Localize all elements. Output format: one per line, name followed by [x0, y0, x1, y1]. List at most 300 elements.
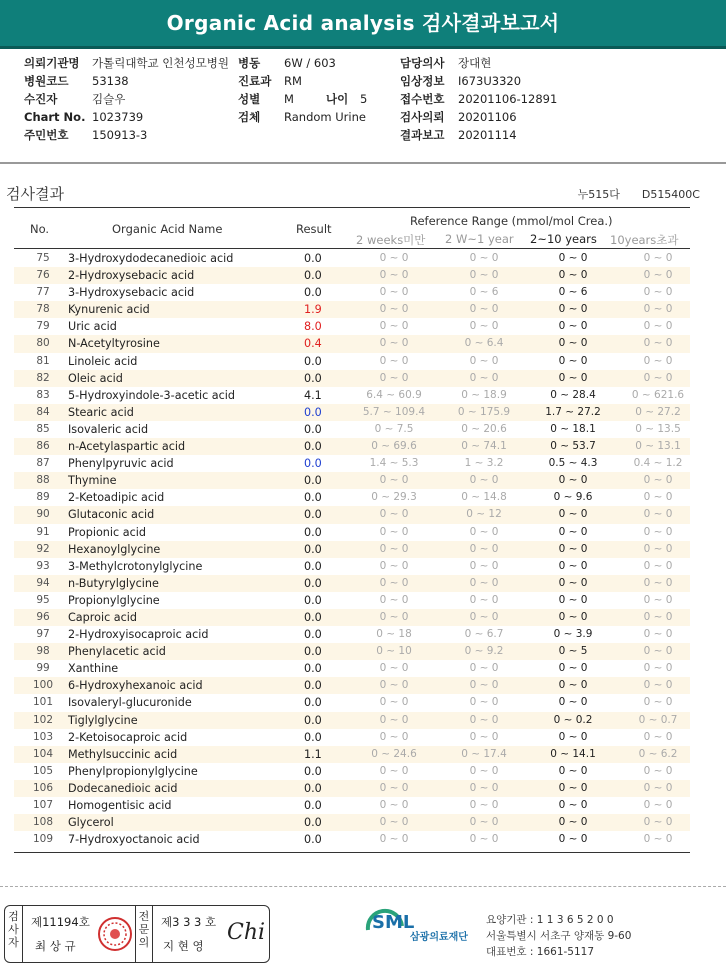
info-label: 접수번호 — [400, 92, 445, 106]
info-row — [238, 72, 367, 90]
info-right — [400, 54, 557, 144]
result-value: 0.0 — [304, 252, 322, 265]
ref-range-2w1y: 0 ~ 20.6 — [461, 422, 507, 435]
ref-range-2w: 0 ~ 0 — [379, 610, 409, 623]
ref-range-2w1y: 0 ~ 0 — [469, 781, 499, 794]
row-number: 82 — [36, 371, 50, 384]
acid-name: 3-Hydroxydodecanedioic acid — [68, 252, 234, 265]
table-row — [14, 558, 690, 575]
ref-range-10y-plus: 0 ~ 0 — [643, 781, 673, 794]
ref-range-10y-plus: 0 ~ 0 — [643, 696, 673, 709]
ref-sub-header: 2~10 years — [530, 232, 597, 246]
table-bottom-line — [14, 852, 690, 853]
ref-range-2w1y: 0 ~ 175.9 — [457, 405, 511, 418]
section-title: 검사결과 — [6, 185, 64, 203]
result-value: 8.0 — [304, 320, 322, 334]
table-row — [14, 609, 690, 626]
ref-range-2-10y: 0 ~ 0 — [558, 576, 588, 589]
ref-range-10y-plus: 0 ~ 0 — [643, 833, 673, 846]
ref-range-2w1y: 0 ~ 0 — [469, 610, 499, 623]
ref-range-2w1y: 0 ~ 0 — [469, 799, 499, 811]
ref-range-2-10y: 0 ~ 0 — [558, 730, 588, 743]
acid-name: Propionylglycine — [68, 593, 160, 607]
info-label: 진료과 — [238, 74, 272, 88]
ref-range-2-10y: 0 ~ 0 — [558, 833, 588, 846]
ref-range-2w: 6.4 ~ 60.9 — [366, 388, 422, 401]
row-number: 95 — [36, 593, 50, 606]
row-number: 75 — [36, 252, 50, 264]
ref-range-2-10y: 0 ~ 0 — [558, 252, 588, 264]
table-row — [14, 541, 690, 558]
info-row — [238, 108, 367, 126]
ref-range-2w1y: 0 ~ 0 — [469, 559, 499, 572]
info-mid — [238, 54, 367, 126]
acid-name: Glutaconic acid — [68, 508, 155, 522]
info-label: 병원코드 — [24, 74, 69, 88]
row-number: 101 — [32, 696, 54, 709]
table-row — [14, 301, 690, 318]
row-number: 85 — [36, 422, 50, 435]
result-value: 0.0 — [304, 764, 322, 778]
divider — [0, 162, 726, 164]
ref-range-10y-plus: 0 ~ 0 — [643, 679, 673, 692]
ref-range-2w1y: 0 ~ 0 — [469, 303, 499, 316]
specialist-name: 지 현 영 — [163, 939, 204, 953]
info-value: 20201106 — [458, 110, 517, 124]
ref-range-10y-plus: 0 ~ 0 — [643, 354, 673, 367]
ref-range-10y-plus: 0 ~ 0 — [643, 816, 673, 829]
ref-range-2w: 0 ~ 0 — [379, 764, 409, 777]
tester-name: 최 상 규 — [35, 939, 76, 953]
ref-range-2w1y: 0 ~ 17.4 — [461, 747, 507, 760]
info-value: M — [284, 92, 294, 106]
acid-name: 6-Hydroxyhexanoic acid — [68, 679, 203, 693]
ref-range-2w1y: 0 ~ 0 — [469, 662, 499, 675]
ref-range-2w1y: 0 ~ 0 — [469, 269, 499, 282]
row-number: 92 — [36, 542, 50, 555]
result-value: 0.0 — [304, 474, 322, 488]
ref-range-10y-plus: 0 ~ 0 — [643, 269, 673, 282]
result-value: 1.1 — [304, 747, 322, 761]
ref-range-10y-plus: 0 ~ 0 — [643, 371, 673, 384]
ref-range-10y-plus: 0 ~ 0 — [643, 628, 673, 641]
info-row — [400, 54, 557, 72]
info-label: 병동 — [238, 56, 261, 70]
ref-range-2-10y: 0 ~ 0 — [558, 662, 588, 675]
ref-range-10y-plus: 0.4 ~ 1.2 — [633, 457, 683, 470]
info-value: I673U3320 — [458, 74, 522, 88]
ref-range-2-10y: 0 ~ 0 — [558, 593, 588, 606]
result-value: 0.0 — [304, 457, 322, 471]
acid-name: 3-Methylcrotonylglycine — [68, 559, 203, 573]
acid-name: n-Acetylaspartic acid — [68, 440, 186, 454]
ref-range-2-10y: 0 ~ 0 — [558, 525, 588, 538]
acid-name: Dodecanedioic acid — [68, 781, 178, 795]
ref-range-2-10y: 0 ~ 0.2 — [553, 713, 593, 726]
info-label: 성별 — [238, 92, 261, 106]
result-value: 0.0 — [304, 713, 322, 727]
signature-box — [4, 905, 270, 963]
row-number: 94 — [36, 576, 50, 589]
info-value: 150913-3 — [92, 128, 148, 142]
table-row — [14, 421, 690, 438]
ref-range-2-10y: 0 ~ 3.9 — [553, 628, 593, 641]
ref-range-10y-plus: 0 ~ 0 — [643, 610, 673, 623]
ref-range-10y-plus: 0 ~ 0 — [643, 303, 673, 316]
ref-range-2w: 0 ~ 0 — [379, 269, 409, 282]
ref-range-10y-plus: 0 ~ 0 — [643, 542, 673, 555]
ref-range-2-10y: 0 ~ 6 — [558, 286, 588, 299]
tester-label: 검사자 — [5, 906, 23, 962]
ref-range-10y-plus: 0 ~ 0 — [643, 508, 673, 521]
ref-range-2-10y: 0.5 ~ 4.3 — [548, 457, 598, 470]
info-value: 가톨릭대학교 인천성모병원 — [92, 56, 229, 70]
acid-name: 2-Hydroxyisocaproic acid — [68, 628, 209, 642]
ref-range-2w1y: 0 ~ 6 — [469, 286, 499, 299]
ref-range-2w: 0 ~ 0 — [379, 286, 409, 299]
ref-range-2-10y: 0 ~ 0 — [558, 696, 588, 709]
ref-range-2-10y: 0 ~ 53.7 — [550, 440, 596, 453]
ref-range-2w1y: 0 ~ 0 — [469, 371, 499, 384]
row-number: 80 — [36, 337, 50, 350]
ref-range-2w: 0 ~ 0 — [379, 713, 409, 726]
info-value: 김슬우 — [92, 92, 126, 106]
ref-range-2w: 0 ~ 69.6 — [371, 440, 417, 453]
result-value: 0.0 — [304, 662, 322, 676]
info-row — [24, 108, 229, 126]
ref-range-2-10y: 0 ~ 0 — [558, 799, 588, 811]
result-value: 0.0 — [304, 816, 322, 830]
acid-name: Caproic acid — [68, 610, 137, 624]
ref-range-2-10y: 0 ~ 0 — [558, 320, 588, 333]
ref-range-2w: 0 ~ 0 — [379, 576, 409, 589]
ref-range-2w: 0 ~ 0 — [379, 474, 409, 487]
ref-range-2w1y: 0 ~ 6.7 — [464, 628, 504, 641]
ref-range-2w1y: 0 ~ 18.9 — [461, 388, 507, 401]
ref-range-2w: 0 ~ 0 — [379, 833, 409, 846]
row-number: 98 — [36, 645, 50, 658]
row-number: 109 — [32, 833, 54, 846]
ref-range-2-10y: 0 ~ 5 — [558, 645, 588, 658]
result-value: 0.0 — [304, 593, 322, 607]
table-row — [14, 370, 690, 387]
table-row — [14, 284, 690, 301]
ref-range-2w: 0 ~ 0 — [379, 730, 409, 743]
result-value: 0.0 — [304, 799, 322, 812]
table-row — [14, 780, 690, 797]
table-row — [14, 438, 690, 455]
footer-divider — [0, 886, 726, 887]
ref-range-2-10y: 0 ~ 28.4 — [550, 388, 596, 401]
ref-range-10y-plus: 0 ~ 0 — [643, 525, 673, 538]
info-left — [24, 54, 229, 144]
table-row — [14, 814, 690, 831]
ref-range-10y-plus: 0 ~ 0.7 — [638, 713, 678, 726]
ref-range-2w1y: 0 ~ 0 — [469, 833, 499, 846]
row-number: 84 — [36, 405, 50, 418]
ref-range-2w1y: 0 ~ 0 — [469, 730, 499, 743]
ref-range-10y-plus: 0 ~ 0 — [643, 337, 673, 350]
result-value: 0.0 — [304, 628, 322, 642]
ref-range-2-10y: 0 ~ 0 — [558, 508, 588, 521]
result-value: 4.1 — [304, 388, 322, 402]
info-value: 6W / 603 — [284, 56, 336, 70]
ref-range-10y-plus: 0 ~ 0 — [643, 474, 673, 487]
ref-range-10y-plus: 0 ~ 6.2 — [638, 747, 678, 760]
ref-range-2w: 1.4 ~ 5.3 — [369, 457, 419, 470]
ref-range-2w: 0 ~ 0 — [379, 525, 409, 538]
info-label: 검사의뢰 — [400, 110, 445, 124]
ref-range-2w: 0 ~ 0 — [379, 593, 409, 606]
info-label: 의뢰기관명 — [24, 56, 80, 70]
result-value: 0.0 — [304, 542, 322, 556]
ref-range-2w1y: 0 ~ 0 — [469, 593, 499, 606]
ref-range-10y-plus: 0 ~ 621.6 — [631, 388, 685, 401]
row-number: 106 — [32, 781, 54, 794]
ref-range-2w: 5.7 ~ 109.4 — [362, 405, 426, 418]
info-label: 주민번호 — [24, 128, 69, 142]
ref-range-10y-plus: 0 ~ 0 — [643, 286, 673, 299]
lab-logo: SML — [372, 912, 415, 933]
table-row — [14, 694, 690, 711]
ref-range-10y-plus: 0 ~ 0 — [643, 662, 673, 675]
ref-range-10y-plus: 0 ~ 0 — [643, 320, 673, 333]
ref-range-10y-plus: 0 ~ 0 — [643, 764, 673, 777]
info-label: Chart No. — [24, 110, 86, 124]
ref-range-2w: 0 ~ 0 — [379, 696, 409, 709]
ref-range-10y-plus: 0 ~ 0 — [643, 799, 673, 811]
ref-range-2w: 0 ~ 0 — [379, 679, 409, 692]
info-row — [24, 90, 229, 108]
row-number: 89 — [36, 491, 50, 504]
table-row — [14, 660, 690, 677]
acid-name: Phenylacetic acid — [68, 645, 166, 659]
ref-range-2w: 0 ~ 0 — [379, 559, 409, 572]
row-number: 93 — [36, 559, 50, 572]
ref-range-2w1y: 0 ~ 6.4 — [464, 337, 504, 350]
ref-range-2w: 0 ~ 0 — [379, 508, 409, 521]
result-value: 0.0 — [304, 610, 322, 624]
header-top-line — [14, 207, 690, 208]
col-header-name: Organic Acid Name — [112, 222, 223, 236]
result-value: 0.0 — [304, 491, 322, 505]
result-value: 0.0 — [304, 286, 322, 300]
specialist-license: 제3 3 3 호 — [161, 915, 217, 929]
ref-sub-header: 2 W~1 year — [445, 232, 514, 246]
ref-range-2w: 0 ~ 0 — [379, 320, 409, 333]
ref-range-2w: 0 ~ 29.3 — [371, 491, 417, 504]
report-title: Organic Acid analysis 검사결과보고서 — [0, 0, 726, 49]
row-number: 104 — [32, 747, 54, 760]
ref-range-2-10y: 0 ~ 0 — [558, 559, 588, 572]
row-number: 102 — [32, 713, 54, 726]
ref-range-2-10y: 0 ~ 0 — [558, 781, 588, 794]
ref-range-2-10y: 0 ~ 0 — [558, 269, 588, 282]
info-row — [400, 126, 557, 144]
row-number: 83 — [36, 388, 50, 401]
row-number: 88 — [36, 474, 50, 487]
table-row — [14, 353, 690, 370]
ref-range-2w: 0 ~ 24.6 — [371, 747, 417, 760]
table-row — [14, 267, 690, 284]
ref-range-2w1y: 0 ~ 0 — [469, 354, 499, 367]
ref-range-10y-plus: 0 ~ 0 — [643, 730, 673, 743]
seal-icon — [97, 916, 133, 952]
acid-name: Stearic acid — [68, 405, 134, 419]
ref-range-2-10y: 0 ~ 9.6 — [553, 491, 593, 504]
ref-range-10y-plus: 0 ~ 0 — [643, 252, 673, 264]
acid-name: Phenylpyruvic acid — [68, 457, 174, 471]
ref-range-2w1y: 0 ~ 74.1 — [461, 440, 507, 453]
table-row — [14, 712, 690, 729]
age-value: 5 — [360, 92, 368, 106]
table-row — [14, 472, 690, 489]
result-value: 0.0 — [304, 696, 322, 710]
ref-range-2w1y: 0 ~ 0 — [469, 679, 499, 692]
info-row — [24, 72, 229, 90]
ref-range-2w1y: 0 ~ 0 — [469, 696, 499, 709]
acid-name: Isovaleryl-glucuronide — [68, 696, 192, 710]
ref-range-2w1y: 0 ~ 0 — [469, 542, 499, 555]
ref-range-2w: 0 ~ 0 — [379, 303, 409, 316]
acid-name: 3-Hydroxysebacic acid — [68, 286, 195, 300]
ref-range-2w1y: 0 ~ 0 — [469, 525, 499, 538]
col-header-result: Result — [296, 222, 332, 236]
signature-icon: Chi — [227, 920, 266, 945]
result-value: 0.0 — [304, 405, 322, 419]
ref-range-2w1y: 0 ~ 0 — [469, 816, 499, 829]
table-row — [14, 763, 690, 780]
result-value: 0.0 — [304, 576, 322, 590]
info-row — [24, 54, 229, 72]
ref-range-2w: 0 ~ 0 — [379, 371, 409, 384]
ref-range-10y-plus: 0 ~ 0 — [643, 559, 673, 572]
ref-range-2w1y: 0 ~ 0 — [469, 320, 499, 333]
ref-range-2-10y: 1.7 ~ 27.2 — [545, 405, 601, 418]
ref-range-2w: 0 ~ 0 — [379, 781, 409, 794]
header-bottom-line — [14, 248, 690, 249]
table-row — [14, 318, 690, 335]
row-number: 97 — [36, 628, 50, 641]
acid-name: Uric acid — [68, 320, 117, 334]
row-number: 96 — [36, 610, 50, 623]
result-value: 0.0 — [304, 269, 322, 283]
row-number: 76 — [36, 269, 50, 282]
info-label: 담당의사 — [400, 56, 445, 70]
result-value: 0.0 — [304, 645, 322, 659]
ref-range-2-10y: 0 ~ 0 — [558, 610, 588, 623]
table-row — [14, 250, 690, 267]
row-number: 99 — [36, 662, 50, 675]
acid-name: Thymine — [68, 474, 117, 488]
lab-info-line: 요양기관 : 1 1 3 6 5 2 0 0 — [486, 914, 614, 926]
result-value: 0.4 — [304, 337, 322, 351]
ref-range-2w: 0 ~ 10 — [376, 645, 412, 658]
result-value: 0.0 — [304, 781, 322, 795]
table-row — [14, 797, 690, 814]
ref-range-10y-plus: 0 ~ 27.2 — [635, 405, 681, 418]
row-number: 79 — [36, 320, 50, 333]
results-table — [14, 250, 690, 848]
result-value: 0.0 — [304, 354, 322, 368]
acid-name: 5-Hydroxyindole-3-acetic acid — [68, 388, 236, 402]
table-row — [14, 626, 690, 643]
info-value: Random Urine — [284, 110, 366, 124]
ref-range-2-10y: 0 ~ 0 — [558, 474, 588, 487]
acid-name: Kynurenic acid — [68, 303, 150, 317]
result-value: 0.0 — [304, 679, 322, 693]
row-number: 81 — [36, 354, 50, 367]
acid-name: 7-Hydroxyoctanoic acid — [68, 833, 200, 847]
ref-range-2w1y: 0 ~ 0 — [469, 764, 499, 777]
acid-name: Methylsuccinic acid — [68, 747, 178, 761]
table-row — [14, 831, 690, 848]
acid-name: 2-Hydroxysebacic acid — [68, 269, 195, 283]
info-row — [238, 90, 367, 108]
info-label: 수진자 — [24, 92, 58, 106]
ref-range-2-10y: 0 ~ 0 — [558, 764, 588, 777]
info-row — [238, 54, 367, 72]
specialist-label: 전문의 — [135, 906, 153, 962]
info-row — [400, 108, 557, 126]
row-number: 78 — [36, 303, 50, 316]
ref-range-2w: 0 ~ 7.5 — [374, 422, 414, 435]
age-label: 나이 — [326, 92, 349, 106]
ref-range-2w: 0 ~ 0 — [379, 354, 409, 367]
table-row — [14, 746, 690, 763]
table-row — [14, 506, 690, 523]
ref-range-2-10y: 0 ~ 0 — [558, 354, 588, 367]
info-label: 결과보고 — [400, 128, 445, 142]
result-value: 0.0 — [304, 559, 322, 573]
ref-range-2-10y: 0 ~ 0 — [558, 371, 588, 384]
ref-range-10y-plus: 0 ~ 0 — [643, 645, 673, 658]
acid-name: Hexanoylglycine — [68, 542, 161, 556]
ref-range-2-10y: 0 ~ 18.1 — [550, 422, 596, 435]
result-value: 0.0 — [304, 833, 322, 847]
ref-range-2w1y: 0 ~ 12 — [466, 508, 502, 521]
info-row — [24, 126, 229, 144]
report-code: 누515다 — [577, 188, 620, 201]
ref-range-2w: 0 ~ 0 — [379, 799, 409, 811]
row-number: 100 — [32, 679, 54, 692]
ref-range-10y-plus: 0 ~ 0 — [643, 491, 673, 504]
table-row — [14, 677, 690, 694]
table-row — [14, 729, 690, 746]
report-codes — [556, 186, 700, 202]
col-header-no: No. — [30, 222, 50, 236]
info-row — [400, 72, 557, 90]
row-number: 90 — [36, 508, 50, 521]
table-row — [14, 575, 690, 592]
info-value: RM — [284, 74, 302, 88]
result-value: 0.0 — [304, 440, 322, 454]
row-number: 91 — [36, 525, 50, 538]
tester-license: 제11194호 — [31, 915, 90, 929]
ref-range-2w1y: 0 ~ 0 — [469, 474, 499, 487]
lab-name: 삼광의료재단 — [410, 932, 468, 943]
table-row — [14, 592, 690, 609]
ref-range-2w: 0 ~ 0 — [379, 662, 409, 675]
row-number: 105 — [32, 764, 54, 777]
acid-name: N-Acetyltyrosine — [68, 337, 160, 351]
result-value: 1.9 — [304, 303, 322, 317]
ref-range-2w: 0 ~ 0 — [379, 542, 409, 555]
table-row — [14, 455, 690, 472]
ref-range-2w: 0 ~ 0 — [379, 337, 409, 350]
ref-sub-header: 10years초과 — [610, 233, 679, 247]
ref-range-2w: 0 ~ 0 — [379, 816, 409, 829]
